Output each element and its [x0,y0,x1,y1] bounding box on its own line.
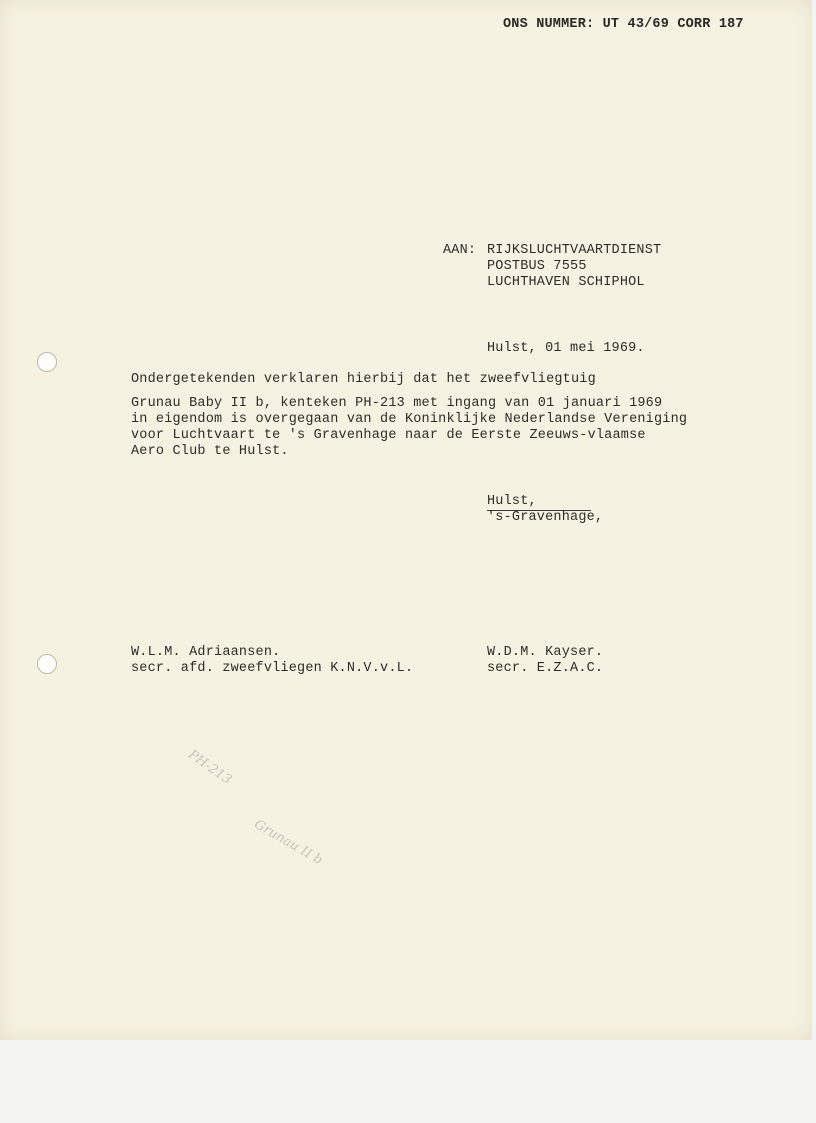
body-line-1: Grunau Baby II b, kenteken PH-213 met ingang van 01 januari 1969 [131,396,663,411]
address-label: AAN: [443,243,477,258]
address-line-3: LUCHTHAVEN SCHIPHOL [487,275,645,290]
place-gravenhage: 's-Gravenhage, [487,510,604,525]
signatory-left-title: secr. afd. zweefvliegen K.N.V.v.L. [131,661,414,676]
body-line-4: Aero Club te Hulst. [131,444,289,459]
body-line-3: voor Luchtvaart te 's Gravenhage naar de Eerste Zeeuws-vlaamse [131,428,646,443]
address-line-2: POSTBUS 7555 [487,259,587,274]
pencil-note-registration: PH-213 [185,747,235,788]
signatory-right-title: secr. E.Z.A.C. [487,661,604,676]
reference-number: ONS NUMMER: UT 43/69 CORR 187 [503,17,744,32]
signatory-left-name: W.L.M. Adriaansen. [131,645,281,660]
scan-background [0,1040,816,1123]
punch-hole-bottom [37,654,57,674]
punch-hole-top [37,352,57,372]
place-hulst: Hulst, [487,494,537,509]
letter-date: Hulst, 01 mei 1969. [487,341,645,356]
pencil-note-type: Grunau II b [251,816,325,869]
body-intro: Ondergetekenden verklaren hierbij dat het zweefvliegtuig [131,372,596,387]
signatory-right-name: W.D.M. Kayser. [487,645,604,660]
body-line-2: in eigendom is overgegaan van de Koninklijke Nederlandse Vereniging [131,412,688,427]
address-line-1: RIJKSLUCHTVAARTDIENST [487,243,662,258]
